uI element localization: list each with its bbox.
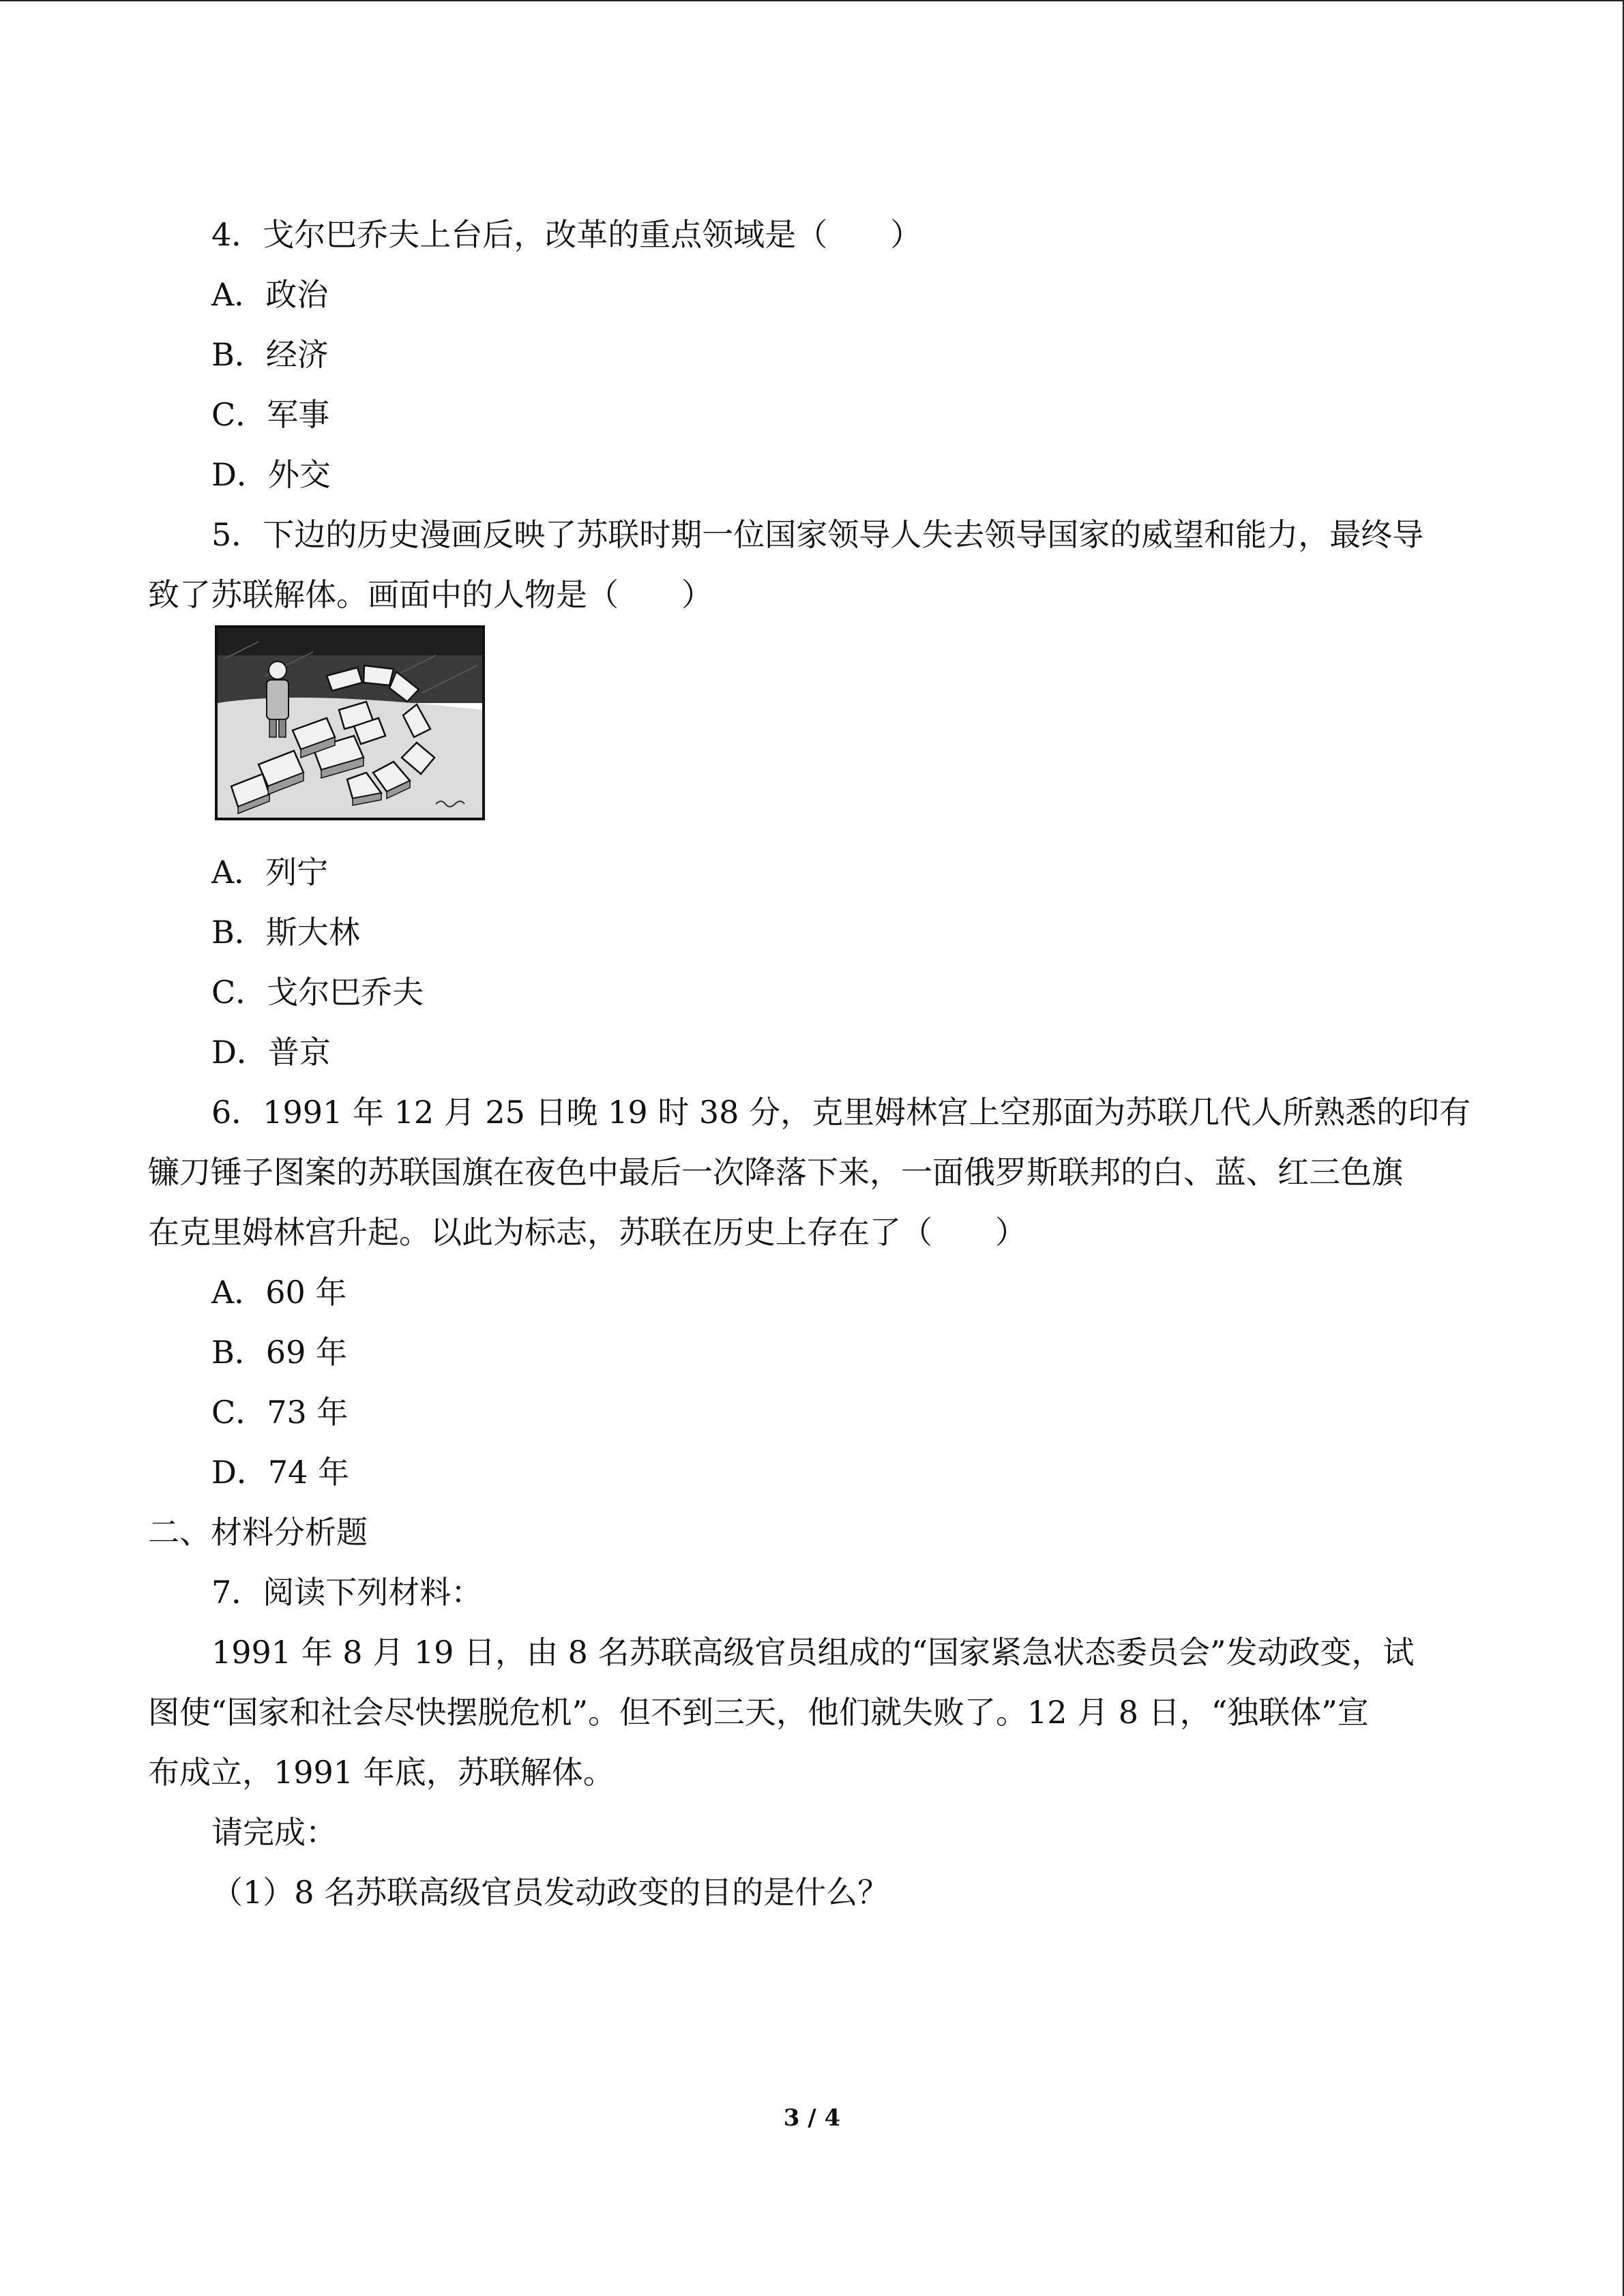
sub-question-1: （1）8 名苏联高级官员发动政变的目的是什么？ [211,1874,889,1911]
q4-option-d: D．外交 [211,456,331,493]
material-line1: 1991 年 8 月 19 日，由 8 名苏联高级官员组成的“国家紧急状态委员会”发动政变，试 [211,1634,1415,1671]
cartoon-illustration [218,628,482,818]
q4-option-b: B．经济 [211,336,329,373]
question-5-stem-line2: 致了苏联解体。画面中的人物是（ ） [148,576,713,613]
q5-option-d: D．普京 [211,1034,331,1071]
question-7-intro: 7．阅读下列材料： [211,1574,483,1611]
material-line2: 图使“国家和社会尽快摆脱危机”。但不到三天，他们就失败了。12 月 8 日，“独联体”宣 [148,1694,1369,1731]
q6-option-c: C．73 年 [211,1394,349,1431]
q4-option-c: C．军事 [211,396,330,433]
q6-option-d: D．74 年 [211,1454,350,1491]
material-line3: 布成立，1991 年底，苏联解体。 [148,1754,615,1791]
question-6-stem-line3: 在克里姆林宫升起。以此为标志，苏联在历史上存在了（ ） [148,1214,1027,1251]
question-4-stem: 4．戈尔巴乔夫上台后，改革的重点领域是（ ） [211,216,922,253]
q4-option-a: A．政治 [211,276,329,313]
q6-option-b: B．69 年 [211,1334,347,1371]
question-6-stem-line1: 6．1991 年 12 月 25 日晚 19 时 38 分，克里姆林宫上空那面为苏联几代人所熟悉的印有 [211,1094,1471,1131]
q5-option-c: C．戈尔巴乔夫 [211,974,424,1011]
question-5-stem-line1: 5．下边的历史漫画反映了苏联时期一位国家领导人失去领导国家的威望和能力，最终导 [211,516,1424,553]
page-number: 3 / 4 [783,2104,841,2132]
q5-option-b: B．斯大林 [211,914,360,951]
question-6-stem-line2: 镰刀锤子图案的苏联国旗在夜色中最后一次降落下来，一面俄罗斯联邦的白、蓝、红三色旗 [148,1154,1403,1191]
task-prompt: 请完成： [211,1814,337,1851]
section-2-title: 二、材料分析题 [148,1514,368,1551]
q6-option-a: A．60 年 [211,1274,347,1311]
q5-option-a: A．列宁 [211,854,329,891]
history-cartoon-image [215,625,485,820]
